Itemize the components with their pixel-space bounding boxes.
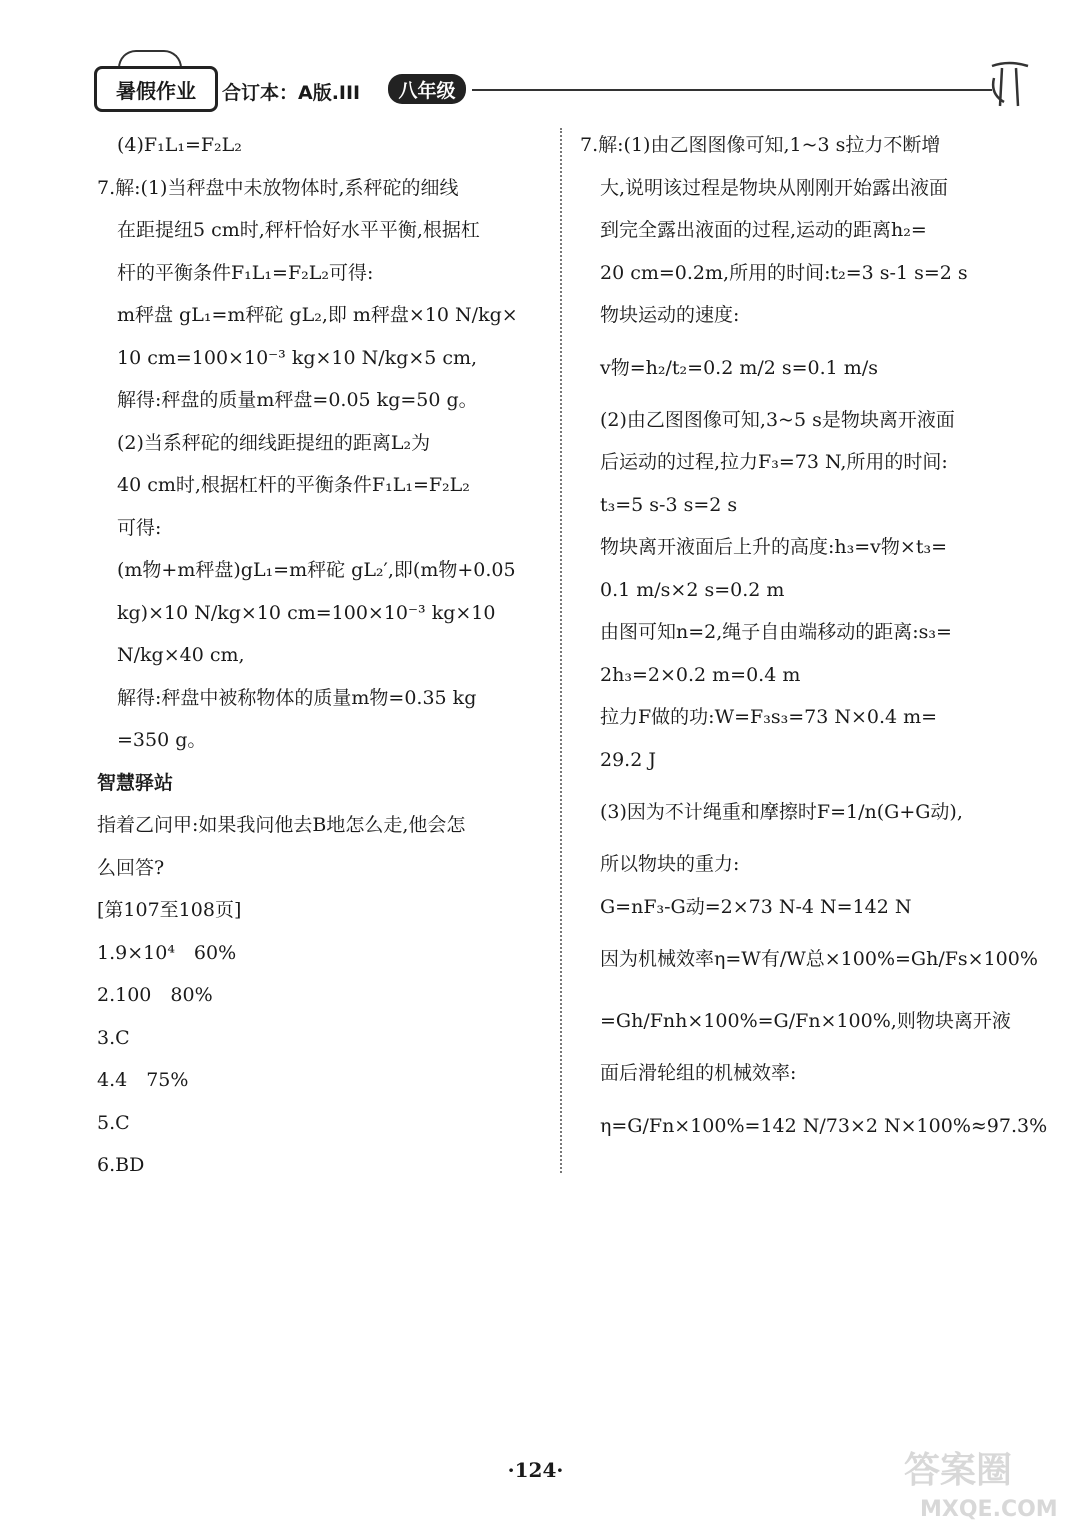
answer-line: 解得:秤盘的质量m秤盘=0.05 kg=50 g。 [117,389,478,411]
answer-line: 3.C [97,1026,130,1049]
answer-line: t₃=5 s-3 s=2 s [600,493,738,516]
logo-text: 暑假作业 [116,78,196,103]
left-column [97,124,552,1187]
answer-line: G=nF₃-G动=2×73 N-4 N=142 N [600,895,912,918]
svg-text:答案圈: 答案圈 [904,1450,1013,1491]
answer-line: 2.100 80% [97,984,213,1006]
answer-line: 0.1 m/s×2 s=0.2 m [600,578,785,601]
page-range-heading: [第107至108页] [97,899,242,921]
answer-line: (4)F₁L₁=F₂L₂ [117,134,242,156]
answer-line: 7.解:(1)由乙图图像可知,1~3 s拉力不断增 [580,134,941,156]
formula-line: (3)因为不计绳重和摩擦时F=1/n(G+G动), [600,801,963,823]
answer-line: 29.2 J [600,748,656,771]
grade-badge: 八年级 [388,74,466,104]
answer-line: 40 cm时,根据杠杆的平衡条件F₁L₁=F₂L₂ [117,474,470,496]
column-divider [560,128,562,1173]
answer-line: kg)×10 N/kg×10 cm=100×10⁻³ kg×10 [117,601,496,624]
series-logo [94,66,218,112]
answer-line: 后运动的过程,拉力F₃=73 N,所用的时间: [600,451,948,473]
answer-line: 5.C [97,1111,130,1134]
answer-line: 指着乙问甲:如果我问他去B地怎么走,他会怎 [97,814,466,836]
answer-line: 物块离开液面后上升的高度:h₃=v物×t₃= [600,536,948,558]
answer-line: 面后滑轮组的机械效率: [600,1062,797,1084]
corner-scribble-icon [984,58,1034,114]
answer-line: 2h₃=2×0.2 m=0.4 m [600,663,801,686]
answer-line: 解得:秤盘中被称物体的质量m物=0.35 kg [117,686,477,709]
formula-line: v物=h₂/t₂=0.2 m/2 s=0.1 m/s [600,356,878,379]
answer-line: 20 cm=0.2m,所用的时间:t₂=3 s-1 s=2 s [600,261,968,284]
answer-line: N/kg×40 cm, [117,644,245,666]
formula-line: η=G/Fn×100%=142 N/73×2 N×100%≈97.3% [600,1114,1048,1137]
answer-line: (2)当系秤砣的细线距提纽的距离L₂为 [117,431,431,454]
answer-line: 4.4 75% [97,1069,189,1091]
page-header [88,58,1038,116]
answer-line: 到完全露出液面的过程,运动的距离h₂= [600,219,927,241]
answer-line: 大,说明该过程是物块从刚刚开始露出液面 [600,176,949,199]
right-column [580,124,1048,1157]
formula-line: 因为机械效率η=W有/W总×100%=Gh/Fs×100% [600,948,1038,970]
answer-line: 可得: [117,516,162,539]
answer-line: 在距提纽5 cm时,秤杆恰好水平平衡,根据杠 [117,219,480,241]
answer-line: (2)由乙图图像可知,3~5 s是物块离开液面 [600,408,955,431]
answer-line: =350 g。 [117,729,207,751]
answer-line: 所以物块的重力: [600,853,740,875]
section-heading: 智慧驿站 [97,771,174,794]
answer-line: 7.解:(1)当秤盘中未放物体时,系秤砣的细线 [97,176,459,199]
formula-line: =Gh/Fnh×100%=G/Fn×100%,则物块离开液 [600,1010,1011,1032]
answer-line: 拉力F做的功:W=F₃s₃=73 N×0.4 m= [600,706,938,728]
svg-text:MXQE.COM: MXQE.COM [920,1497,1058,1522]
answer-line: 10 cm=100×10⁻³ kg×10 N/kg×5 cm, [117,346,478,369]
watermark-logo-icon [898,1436,1058,1526]
answer-line: 6.BD [97,1154,145,1176]
answer-line: 1.9×10⁴ 60% [97,941,237,964]
answer-line: 杆的平衡条件F₁L₁=F₂L₂可得: [117,261,374,284]
series-label: 合订本：A版.III [222,82,361,104]
answer-line: 么回答? [97,856,165,879]
answer-line: 由图可知n=2,绳子自由端移动的距离:s₃= [600,621,952,643]
header-rule [472,89,992,91]
page-number: ·124· [507,1458,564,1482]
answer-line: m秤盘 gL₁=m秤砣 gL₂,即 m秤盘×10 N/kg× [117,304,518,326]
answer-line: (m物+m秤盘)gL₁=m秤砣 gL₂′,即(m物+0.05 [117,559,516,581]
answer-line: 物块运动的速度: [600,304,740,326]
